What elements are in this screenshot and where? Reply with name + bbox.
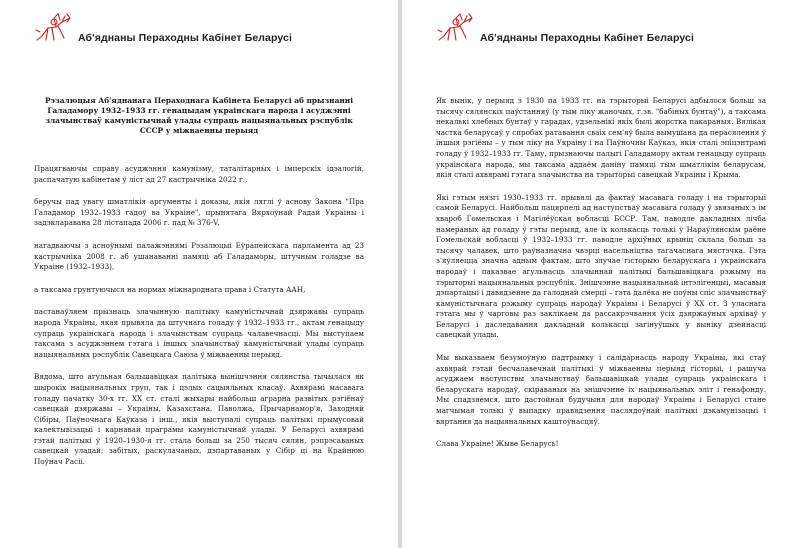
paragraph: пастанаўляем прызнаць злачынную палітыку камуністычнай дзяржавы супраць народа Украіны, якая прывяла да штучнага голаду ў 1932–1933 гг., актам генацыду супраць украінскага народа і злачынствам супраць чалавечнасці. Мы выступаем таксама з асуджэннем гэтага і іншых злачынстваў камуністычнай улады супраць нацыянальных рэспублік Савецкага Саюза ў міжваенны перыяд. [34, 307, 364, 359]
paragraph: Які гэтым нязгі 1930–1933 гг. прывялі да фактаў масавага голаду і на тэрыторыі самой Беларусі. Найбольш пацярпелі ад наступстваў масавага голаду ў звязаных з ім хвароб Гомельская і Магілёўская вобласці БССР. Там, паводле дакладных лічба намераных ад голаду ў гэты перыяд, але іх колькасць толькі ў Нараўлянскім раёне Гомельскай вобласці ў 1932–1933 гг. паводле архіўных крыніц склала больш за тысячу чалавек, што раўназначна чвэрці насельніцтва тагачаснага мястэчка. Гэта з'яўляецца значна адным фактам, што злучае гісторыю беларускага і украінскага народаў і паказвае агульнасць злачыннай палітыкі бальшавіцкага рэжыму на тэрыторыі нацыянальных рэспублік. Знішчэнне нацыянальнай інтэлігенцыі, масавыя дэпартацыі і давядзенне да галоднай смерці – гэта далёка не поўны спіс злачынстваў камуністычнага рэжыму супраць народаў Украіны і Беларусі ў XX ст. З уласнага гэтага мы ў чарговы раз заклікаем да рассакрэчвання ўсіх дзяржаўных архіваў у Беларусі і даследавання дакладнай колькасці загінуўшых у выніку дзейнасці савецкай улады. [436, 192, 766, 340]
paragraph: Мы выказваем безумоўную падтрымку і салідарнасць народу Украіны, які стаў ахвярай гэтай бесчалавечнай палітыкі ў міжваенны перыяд гісторыі, і рашуча асуджаем наступствы злачынстваў бальшавіцкай улады супраць украінскага і беларускага народаў, скіраваныя на знішчэнне іх нацыянальных эліт і генафонду. Мы спадзяемся, што дастойная будучыня для народаў Украіны і Беларусі стане магчымая толькі ў выпадку правядзення паслядоўнай палітыкі дэкамунізацыі і вяртання да нацыянальных каштоўнасцяў. [436, 353, 766, 426]
paragraph: Як вынік, у перыяд з 1930 па 1933 гг. на тэрыторыі Беларусі адбылося больш за тысячу сялянскіх паўстанняў (у тым ліку жаночых, г.зв. "бабіных бунтаў"), а таксама некалькі хлебных бунтаў у гарадах, удзельнікі якіх былі жорстка пакараныя. Вялікая частка беларусаў у спробах ратавання сваіх сем'яў была вымушана да перасялення ў іншыя рэгіёны – у тым ліку на Украіну і на Паўночны Каўказ, якія сталі эпіцэнтрамі голаду ў 1932–1933 гг. Таму, прызнаючы палыгі Галадамору актам генацыду супраць украінскага народа, мы таксама аддаём даніну памяці тым шматлікім беларусам, якія сталі ахвярамі гэтага злачынства на тэрыторыі савецкай Украіны і Крыма. [436, 96, 766, 180]
pahonia-emblem-icon [34, 10, 74, 46]
paragraph: а таксама грунтуючыся на нормах міжнароднага права і Статута ААН, [34, 284, 306, 294]
paragraph: Вядома, што агульная бальшавіцкая палітыка вынішчэння сялянства тычылася як шырокіх нацыянальных груп, так і цэлых сацыяльных класаў. Ахвярамі масавага голаду пачатку 30-х гг. XX ст. сталі жыхары найбольш аграрна развітых рэгіёнаў савецкай дзяржавы – Украіны, Казахстана, Паволжа, Прычарнамор'я, Заходняй Сібіры, Паўночнага Каўказа і інш., якія выступалі супраць палітыкі прымусовай калектывізацыі і карнавай праграмы камуністычнай улады. У Беларусі ахвярамі гэтай палітыкі ў 1920–1930-я гг. стала больш за 250 тысяч сялян, рэпрэсаваных савецкай уладай: забітых, раскулачаных, дэпартаваных у Сібір ці на Крайнюю Поўнач Расіі. [34, 372, 364, 467]
document-page-right [402, 0, 800, 548]
resolution-title: Рэзалюцыя Аб'яднанага Пераходнага Кабінета Беларусі аб прызнанні Галадамору 1932–1933 гг. генацыдам украінскага народа і асуджэнні злачынстваў камуністычнай улады супраць нацыянальных рэспублік СССР у міжваенны перыяд [44, 96, 354, 135]
paragraph: нагадваючы з асноўнымі палажэннямі Рэзалюцыі Еўрапейскага парламента ад 23 кастрычніка 2008 г. аб ушанаванні памяці аб Галадаморы, штучным голадзе ва Украіне (1932–1933), [34, 240, 364, 272]
document-body [34, 96, 364, 480]
closing-slogan: Слава Украіне! Жыве Беларусь! [436, 439, 559, 449]
document-page-left [0, 0, 398, 548]
paragraph: беручы пад увагу шматлікія аргументы і доказы, якія ляглі ў аснову Закона "Пра Галадамор 1932–1933 гадоў ва Украіне", прынятага Вярхоўнай Радай Украіны і задэкларавана 28 лістапада 2006 г. пад № 376-V, [34, 197, 364, 228]
org-name: Аб'яднаны Пераходны Кабінет Беларусі [480, 32, 694, 44]
page-header [34, 10, 388, 44]
paragraph: Працягваючы справу асуджэння камунізму, таталітарных і імперскіх ідэалогій, распачатую кабінетам ў ліст ад 27 кастрычніка 2022 г., [34, 164, 364, 184]
page-header [436, 10, 790, 44]
org-name: Аб'яднаны Пераходны Кабінет Беларусі [78, 32, 292, 44]
document-body [436, 96, 766, 462]
pahonia-emblem-icon [436, 10, 476, 46]
